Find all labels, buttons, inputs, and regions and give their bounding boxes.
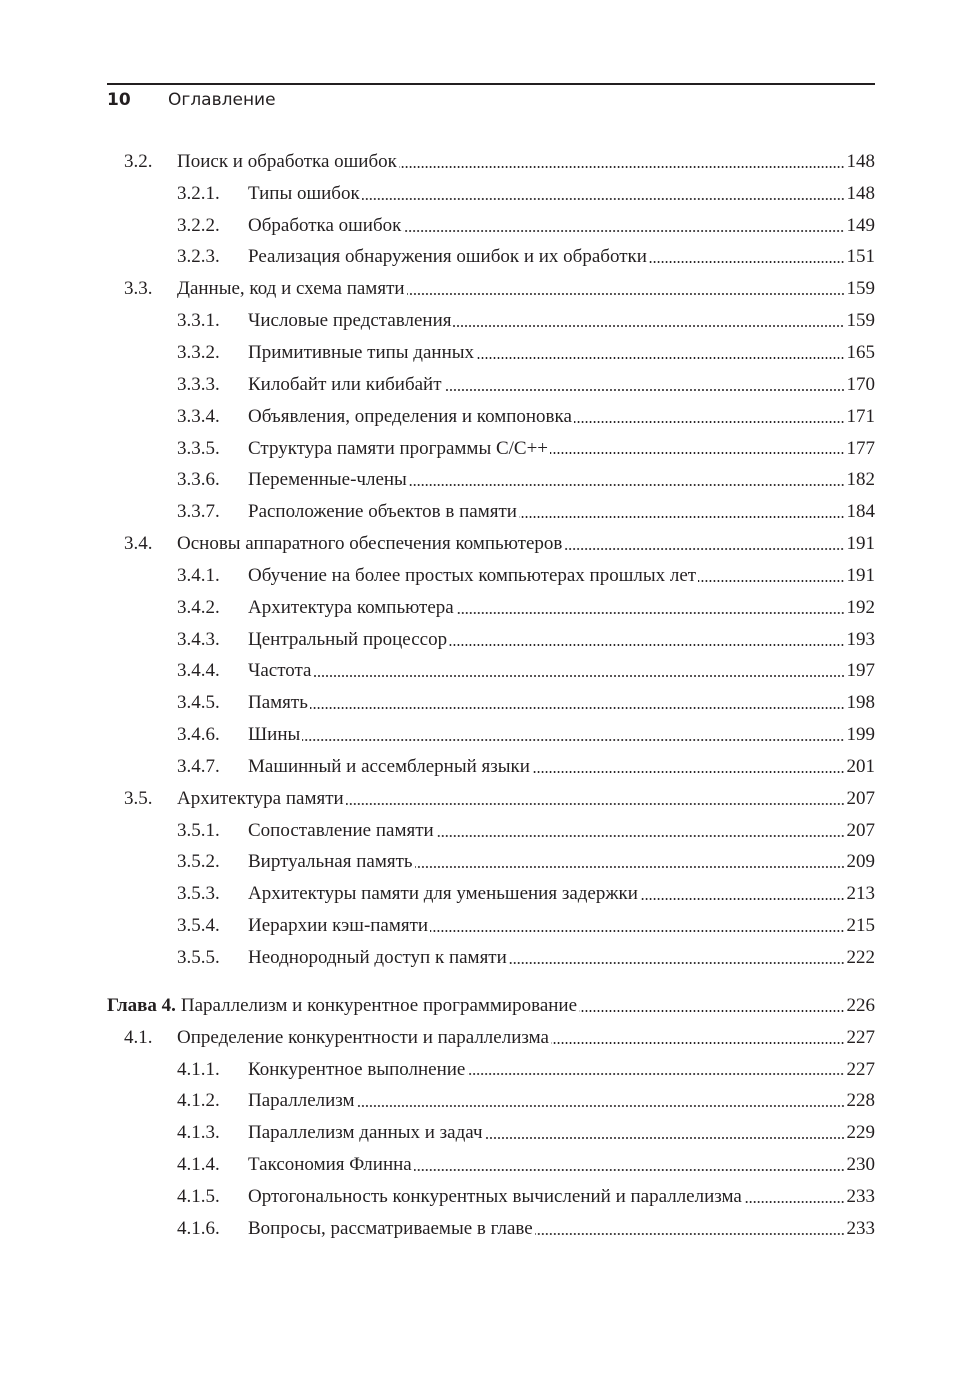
entry-page: 198 [846, 692, 875, 714]
dot-leader [407, 292, 845, 296]
entry-page: 177 [846, 437, 875, 459]
entry-title: Реализация обнаружения ошибок и их обработки [248, 246, 647, 268]
toc-entry[interactable] [107, 242, 875, 274]
entry-number: 4.1.2. [177, 1090, 220, 1112]
entry-number: 3.5.2. [177, 851, 220, 873]
dot-leader [467, 1072, 844, 1076]
entry-title: Память [248, 692, 308, 714]
entry-page: 191 [846, 533, 875, 555]
toc-entry[interactable] [107, 1117, 875, 1149]
dot-leader [579, 1009, 844, 1013]
entry-title: Архитектуры памяти для уменьшения задержки [248, 883, 638, 905]
entry-number: 3.5.1. [177, 819, 220, 841]
entry-page: 201 [846, 755, 875, 777]
entry-page: 170 [846, 373, 875, 395]
entry-number: 3.4.4. [177, 660, 220, 682]
entry-page: 192 [846, 596, 875, 618]
entry-title: Сопоставление памяти [248, 819, 434, 841]
dot-leader [357, 1104, 845, 1108]
toc-entry[interactable] [107, 146, 875, 178]
entry-page: 230 [846, 1154, 875, 1176]
dot-leader [649, 260, 845, 264]
dot-leader [698, 579, 844, 583]
entry-page: 148 [846, 150, 875, 172]
entry-number: 3.4.5. [177, 692, 220, 714]
header-rule [107, 83, 875, 85]
entry-number: 4.1.5. [177, 1185, 220, 1207]
toc-entry[interactable] [107, 656, 875, 688]
entry-page: 226 [846, 994, 875, 1016]
entry-title: Параллелизм [248, 1090, 355, 1112]
toc-entry[interactable] [107, 273, 875, 305]
dot-leader [476, 356, 845, 360]
entry-number: 4.1.3. [177, 1122, 220, 1144]
dot-leader [744, 1200, 845, 1204]
dot-leader [532, 770, 845, 774]
toc-entry[interactable] [107, 624, 875, 656]
entry-title: Таксономия Флинна [248, 1154, 412, 1176]
dot-leader [415, 865, 845, 869]
toc-entry[interactable] [107, 1022, 875, 1054]
entry-number: 3.4.3. [177, 628, 220, 650]
entry-title: Неоднородный доступ к памяти [248, 947, 507, 969]
toc-entry[interactable] [107, 305, 875, 337]
dot-leader [362, 197, 845, 201]
dot-leader [453, 324, 844, 328]
entry-page: 233 [846, 1185, 875, 1207]
entry-number: 4.1.6. [177, 1217, 220, 1239]
entry-title: Данные, код и схема памяти [177, 278, 405, 300]
dot-leader [640, 897, 845, 901]
entry-number: 3.3.6. [177, 469, 220, 491]
running-title: Оглавление [168, 90, 276, 110]
dot-leader [449, 643, 844, 647]
dot-leader [564, 547, 844, 551]
entry-title: Частота [248, 660, 312, 682]
entry-title: Параллелизм данных и задач [248, 1122, 483, 1144]
entry-title: Центральный процессор [248, 628, 448, 650]
entry-title: Обучение на более простых компьютерах прошлых лет [248, 564, 697, 586]
entry-title: Примитивные типы данных [248, 341, 474, 363]
dot-leader [314, 674, 845, 678]
toc-entry[interactable] [107, 687, 875, 719]
toc-entry[interactable] [107, 496, 875, 528]
entry-page: 184 [846, 501, 875, 523]
toc-entry[interactable] [107, 178, 875, 210]
entry-page: 182 [846, 469, 875, 491]
entry-number: 3.5. [124, 787, 153, 809]
toc-entry[interactable] [107, 592, 875, 624]
dot-leader [574, 420, 845, 424]
entry-number: 3.2.2. [177, 214, 220, 236]
entry-number: 4.1.4. [177, 1154, 220, 1176]
entry-title: Расположение объектов в памяти [248, 501, 517, 523]
entry-title: Виртуальная память [248, 851, 413, 873]
entry-number: 3.2.1. [177, 182, 220, 204]
entry-page: 207 [846, 819, 875, 841]
entry-page: 233 [846, 1217, 875, 1239]
entry-page: 171 [846, 405, 875, 427]
entry-page: 159 [846, 310, 875, 332]
table-of-contents [107, 146, 875, 1245]
toc-entry[interactable] [107, 1149, 875, 1181]
entry-title: Машинный и ассемблерный языки [248, 755, 530, 777]
toc-entry[interactable] [107, 942, 875, 974]
dot-leader [346, 802, 845, 806]
entry-title: Основы аппаратного обеспечения компьютеров [177, 533, 563, 555]
entry-title: Вопросы, рассматриваемые в главе [248, 1217, 533, 1239]
dot-leader [414, 1168, 845, 1172]
dot-leader [310, 706, 845, 710]
toc-entry[interactable] [107, 1054, 875, 1086]
entry-title: Ортогональность конкурентных вычислений и параллелизма [248, 1185, 742, 1207]
entry-title: Числовые представления [248, 310, 452, 332]
entry-number: 3.3.7. [177, 501, 220, 523]
dot-leader [444, 388, 845, 392]
entry-number: 3.3.1. [177, 310, 220, 332]
toc-entry[interactable] [107, 1181, 875, 1213]
entry-title: Архитектура компьютера [248, 596, 454, 618]
entry-number: 3.5.5. [177, 947, 220, 969]
dot-leader [485, 1136, 845, 1140]
entry-page: 191 [846, 564, 875, 586]
entry-title: Килобайт или кибибайт [248, 373, 442, 395]
dot-leader [550, 451, 844, 455]
dot-leader [403, 229, 844, 233]
entry-page: 148 [846, 182, 875, 204]
toc-entry[interactable] [107, 401, 875, 433]
entry-page: 228 [846, 1090, 875, 1112]
dot-leader [302, 738, 844, 742]
entry-number: 3.3.2. [177, 341, 220, 363]
dot-leader [430, 929, 844, 933]
entry-title: Объявления, определения и компоновка [248, 405, 572, 427]
dot-leader [519, 515, 845, 519]
entry-page: 193 [846, 628, 875, 650]
toc-entry[interactable] [107, 751, 875, 783]
toc-entry[interactable] [107, 337, 875, 369]
entry-page: 215 [846, 915, 875, 937]
toc-entry[interactable] [107, 528, 875, 560]
entry-number: 3.5.4. [177, 915, 220, 937]
page-number: 10 [107, 90, 131, 110]
entry-title: Иерархии кэш-памяти [248, 915, 429, 937]
entry-page: 149 [846, 214, 875, 236]
dot-leader [436, 834, 845, 838]
toc-entry[interactable] [107, 847, 875, 879]
toc-entry[interactable] [107, 369, 875, 401]
entry-page: 197 [846, 660, 875, 682]
dot-leader [509, 961, 845, 965]
entry-number: 4.1. [124, 1026, 153, 1048]
entry-number: 3.4.1. [177, 564, 220, 586]
dot-leader [535, 1232, 845, 1236]
toc-entry[interactable] [107, 560, 875, 592]
entry-number: 3.5.3. [177, 883, 220, 905]
entry-number: 3.4.2. [177, 596, 220, 618]
entry-page: 165 [846, 341, 875, 363]
entry-page: 213 [846, 883, 875, 905]
entry-page: 227 [846, 1026, 875, 1048]
entry-title: Обработка ошибок [248, 214, 402, 236]
entry-page: 199 [846, 724, 875, 746]
dot-leader [551, 1041, 845, 1045]
entry-number: 3.4.7. [177, 755, 220, 777]
entry-title: Определение конкурентности и параллелизма [177, 1026, 549, 1048]
entry-page: 209 [846, 851, 875, 873]
toc-entry[interactable] [107, 433, 875, 465]
entry-page: 207 [846, 787, 875, 809]
entry-number: 3.3.5. [177, 437, 220, 459]
entry-page: 151 [846, 246, 875, 268]
dot-leader [456, 611, 845, 615]
entry-title: Типы ошибок [248, 182, 360, 204]
entry-number: 3.2.3. [177, 246, 220, 268]
dot-leader [409, 483, 845, 487]
toc-entry[interactable] [107, 910, 875, 942]
entry-page: 222 [846, 947, 875, 969]
toc-entry[interactable] [107, 878, 875, 910]
toc-entry[interactable] [107, 1085, 875, 1117]
entry-page: 227 [846, 1058, 875, 1080]
entry-page: 229 [846, 1122, 875, 1144]
toc-entry[interactable] [107, 210, 875, 242]
entry-number: 3.4.6. [177, 724, 220, 746]
entry-number: 3.3.4. [177, 405, 220, 427]
entry-number: 3.3.3. [177, 373, 220, 395]
entry-number: 3.4. [124, 533, 153, 555]
toc-entry[interactable] [107, 783, 875, 815]
entry-title: Конкурентное выполнение [248, 1058, 466, 1080]
dot-leader [399, 165, 845, 169]
entry-title: Структура памяти программы C/C++ [248, 437, 549, 459]
entry-title: Поиск и обработка ошибок [177, 150, 397, 172]
toc-chapter-entry[interactable] [107, 990, 875, 1022]
entry-title: Архитектура памяти [177, 787, 344, 809]
toc-entry[interactable] [107, 815, 875, 847]
entry-title: Переменные-члены [248, 469, 407, 491]
entry-page: 159 [846, 278, 875, 300]
entry-number: 3.2. [124, 150, 153, 172]
toc-entry[interactable] [107, 719, 875, 751]
entry-number: 4.1.1. [177, 1058, 220, 1080]
entry-number: Глава 4. [107, 994, 176, 1016]
entry-title: Шины [248, 724, 301, 746]
entry-title: Параллелизм и конкурентное программирование [180, 994, 578, 1016]
toc-entry[interactable] [107, 464, 875, 496]
toc-entry[interactable] [107, 1213, 875, 1245]
entry-number: 3.3. [124, 278, 153, 300]
